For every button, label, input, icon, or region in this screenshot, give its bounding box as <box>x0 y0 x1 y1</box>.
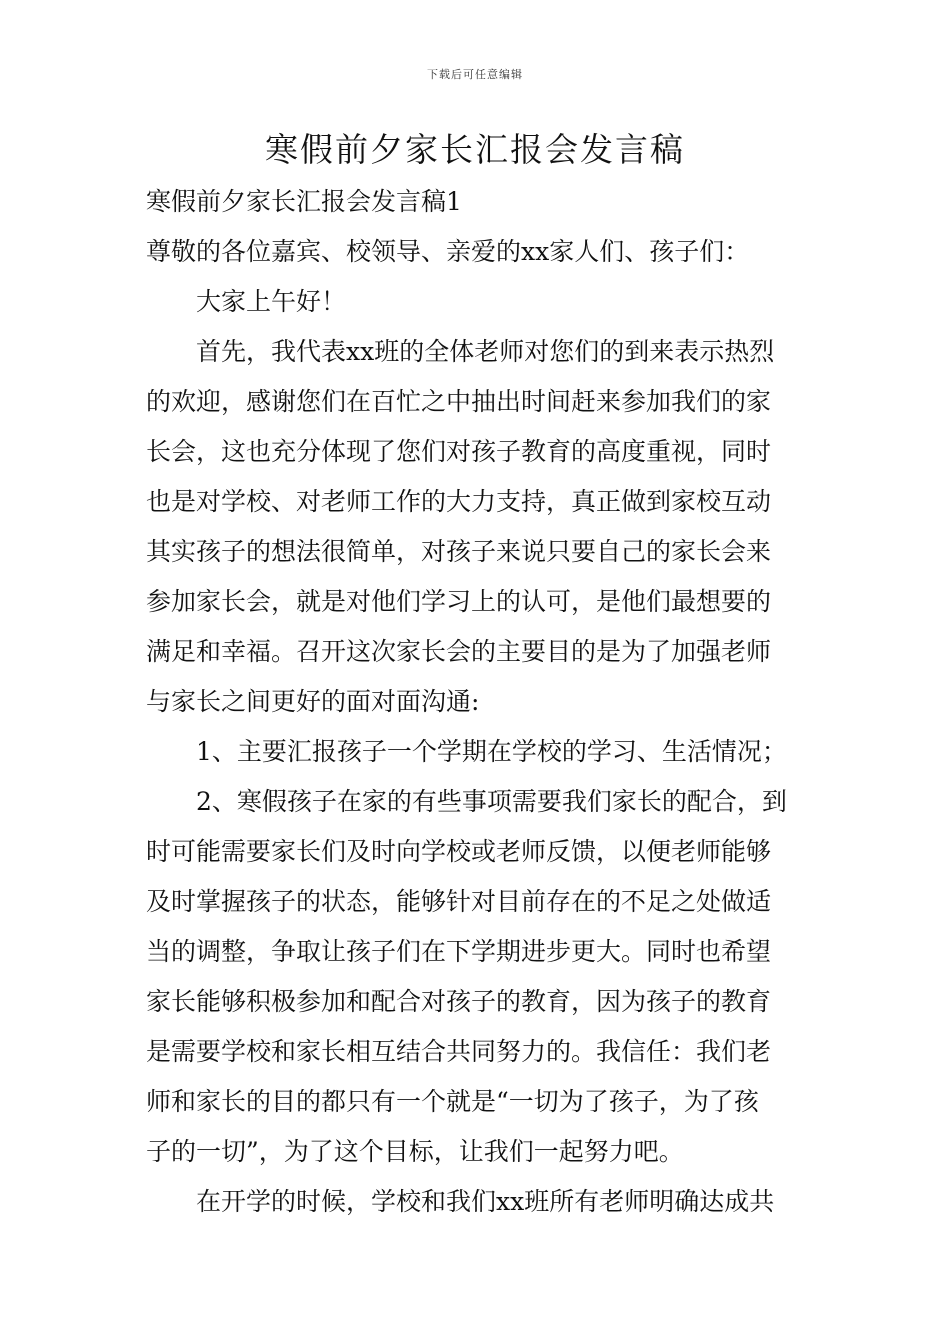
paragraph-line: 子的一切”，为了这个目标，让我们一起努力吧。 <box>146 1137 684 1166</box>
document-title: 寒假前夕家长汇报会发言稿 <box>265 130 685 169</box>
paragraph-line: 在开学的时候，学校和我们xx班所有老师明确达成共 <box>196 1187 775 1216</box>
paragraph-line: 家长能够积极参加和配合对孩子的教育，因为孩子的教育 <box>146 987 772 1016</box>
paragraph-line: 首先，我代表xx班的全体老师对您们的到来表示热烈 <box>196 337 775 366</box>
paragraph-line: 2、寒假孩子在家的有些事项需要我们家长的配合，到 <box>196 787 787 816</box>
paragraph-line: 尊敬的各位嘉宾、校领导、亲爱的xx家人们、孩子们： <box>146 237 750 266</box>
paragraph-line: 1、主要汇报孩子一个学期在学校的学习、生活情况； <box>196 737 787 766</box>
paragraph-line: 当的调整，争取让孩子们在下学期进步更大。同时也希望 <box>146 937 772 966</box>
paragraph-line: 与家长之间更好的面对面沟通: <box>146 687 480 716</box>
document-body <box>146 177 814 1227</box>
paragraph-line: 大家上午好！ <box>196 287 347 316</box>
paragraph-line: 是需要学校和家长相互结合共同努力的。我信任：我们老 <box>146 1037 772 1066</box>
paragraph-line: 及时掌握孩子的状态，能够针对目前存在的不足之处做适 <box>146 887 772 916</box>
paragraph-line: 时可能需要家长们及时向学校或老师反馈，以便老师能够 <box>146 837 772 866</box>
paragraph-line: 的欢迎，感谢您们在百忙之中抽出时间赶来参加我们的家 <box>146 387 772 416</box>
paragraph-line: 也是对学校、对老师工作的大力支持，真正做到家校互动 <box>146 487 772 516</box>
paragraph-line: 师和家长的目的都只有一个就是“一切为了孩子，为了孩 <box>146 1087 759 1116</box>
paragraph-line: 寒假前夕家长汇报会发言稿1 <box>146 187 462 216</box>
paragraph-line: 参加家长会，就是对他们学习上的认可，是他们最想要的 <box>146 587 772 616</box>
header-note: 下载后可任意编辑 <box>427 68 523 81</box>
paragraph-line: 满足和幸福。召开这次家长会的主要目的是为了加强老师 <box>146 637 772 666</box>
paragraph-line: 其实孩子的想法很简单，对孩子来说只要自己的家长会来 <box>146 537 772 566</box>
paragraph-line: 长会，这也充分体现了您们对孩子教育的高度重视，同时 <box>146 437 772 466</box>
